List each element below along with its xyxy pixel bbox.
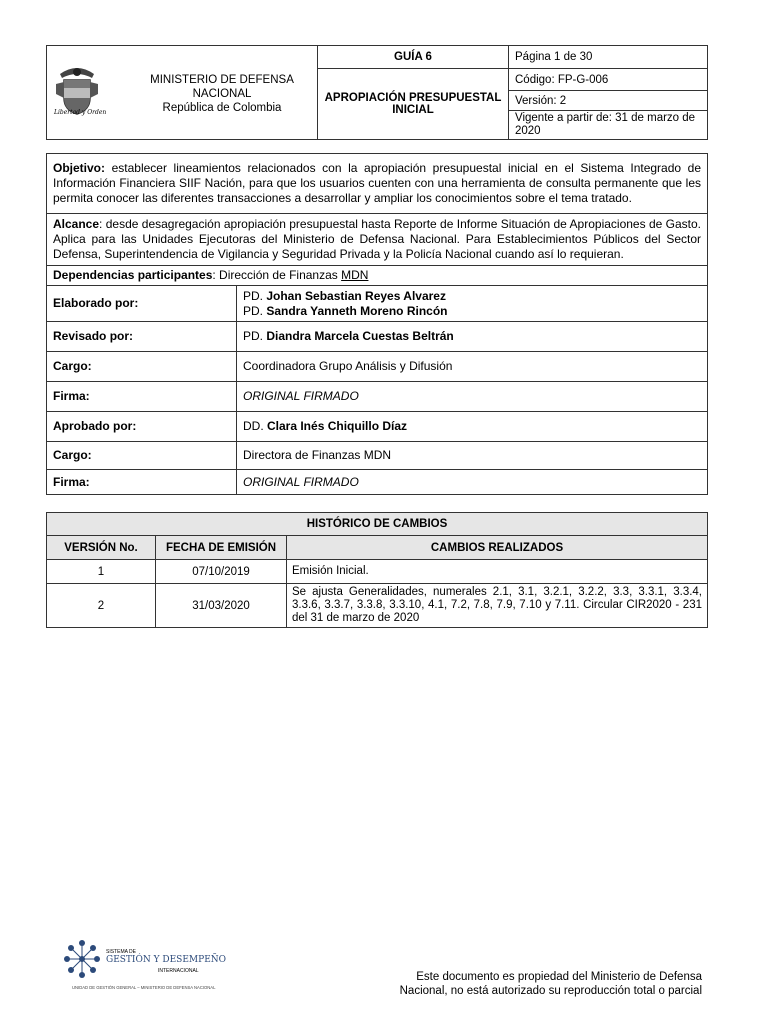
header-logo-cell bbox=[47, 46, 318, 140]
firma2-label: Firma: bbox=[47, 470, 237, 495]
page-number: Página 1 de 30 bbox=[509, 46, 708, 69]
ministry-title: MINISTERIO DE DEFENSA NACIONAL bbox=[150, 74, 294, 100]
dependencies-label: Dependencias participantes bbox=[53, 268, 213, 282]
row-date: 31/03/2020 bbox=[156, 584, 287, 628]
history-table bbox=[46, 512, 708, 628]
elaborado-prefix-1: PD. bbox=[243, 288, 267, 303]
elaborado-value bbox=[237, 286, 708, 322]
table-row bbox=[47, 560, 708, 584]
aprobado-label: Aprobado por: bbox=[47, 412, 237, 442]
logo-line-3: INTERNACIONAL bbox=[158, 968, 199, 974]
col-date: FECHA DE EMISIÓN bbox=[156, 536, 287, 560]
doc-code: Código: FP-G-006 bbox=[509, 69, 708, 91]
ministry-name bbox=[122, 73, 322, 115]
table-row bbox=[47, 584, 708, 628]
elaborado-name-1: Johan Sebastian Reyes Alvarez bbox=[266, 288, 446, 303]
objective-text: establecer lineamientos relacionados con la apropiación presupuestal inicial en el Sistema Integrado de Información Financiera SIIF Nación, para que los usuarios cuenten con una herramienta de consulta permanente que les permita conocer las diferentes transacciones a desarrollar y ampliar los conocimientos sobre el tema tratado. bbox=[53, 161, 701, 205]
elaborado-label: Elaborado por: bbox=[47, 286, 237, 322]
country-name: República de Colombia bbox=[162, 102, 282, 114]
revisado-label: Revisado por: bbox=[47, 322, 237, 352]
aprobado-prefix: DD. bbox=[243, 419, 267, 433]
doc-title: APROPIACIÓN PRESUPUESTAL INICIAL bbox=[318, 69, 509, 140]
elaborado-person-2 bbox=[243, 304, 701, 319]
dependencies-text: : Dirección de Finanzas bbox=[212, 268, 342, 282]
row-changes: Emisión Inicial. bbox=[287, 560, 708, 584]
dependencies-cell bbox=[47, 266, 708, 286]
network-globe-icon bbox=[62, 937, 102, 981]
logo-line-4: UNIDAD DE GESTIÓN GENERAL – MINISTERIO DE DEFENSA NACIONAL bbox=[72, 985, 216, 990]
scope-text: : desde desagregación apropiación presupuestal hasta Reporte de Informe Situación de Apropiaciones de Gasto. Aplica para las Unidades Ejecutoras del Ministerio de Defensa Nacional. Para Establecimientos Públicos del Sector Defensa, Superintendencia de Vigilancia y Seguridad Privada y la Policía Nacional cuando así lo requieran. bbox=[53, 217, 701, 261]
document-header bbox=[46, 45, 708, 140]
footer-note: Este documento es propiedad del Ministerio de Defensa Nacional, no está autorizado su reproducción total o parcial bbox=[399, 971, 702, 997]
row-version: 1 bbox=[47, 560, 156, 584]
objective-label: Objetivo: bbox=[53, 161, 106, 175]
col-version: VERSIÓN No. bbox=[47, 536, 156, 560]
scope-cell bbox=[47, 214, 708, 266]
firma1-label: Firma: bbox=[47, 382, 237, 412]
scope-label: Alcance bbox=[53, 217, 100, 231]
revisado-prefix: PD. bbox=[243, 329, 267, 343]
elaborado-person-1 bbox=[243, 289, 701, 304]
crest-motto: Libertad y Orden bbox=[54, 109, 107, 116]
dependencies-mdn: MDN bbox=[341, 268, 369, 282]
row-changes: Se ajusta Generalidades, numerales 2.1, 3.1, 3.2.1, 3.2.2, 3.3, 3.3.1, 3.3.4, 3.3.6, 3.3.7, 3.3.8, 3.3.10, 4.1, 7.2, 7.8, 7.9, 7.10 y 7.11. Circular CIR2020 - 231 del 31 de marzo de 2020 bbox=[287, 584, 708, 628]
aprobado-value bbox=[237, 412, 708, 442]
cargo1-label: Cargo: bbox=[47, 352, 237, 382]
col-changes: CAMBIOS REALIZADOS bbox=[287, 536, 708, 560]
logo-line-1: SISTEMA DE bbox=[106, 949, 137, 955]
objective-cell bbox=[47, 154, 708, 214]
info-table bbox=[46, 153, 708, 495]
elaborado-name-2: Sandra Yanneth Moreno Rincón bbox=[266, 303, 448, 318]
doc-version: Versión: 2 bbox=[509, 91, 708, 111]
row-date: 07/10/2019 bbox=[156, 560, 287, 584]
logo-line-2: GESTIÓN Y DESEMPEÑO bbox=[106, 955, 227, 965]
sgdi-logo bbox=[62, 937, 227, 997]
firma2-value: ORIGINAL FIRMADO bbox=[237, 470, 708, 495]
revisado-value bbox=[237, 322, 708, 352]
guide-number: GUÍA 6 bbox=[318, 46, 509, 69]
firma1-value: ORIGINAL FIRMADO bbox=[237, 382, 708, 412]
elaborado-prefix-2: PD. bbox=[243, 303, 267, 318]
cargo2-label: Cargo: bbox=[47, 442, 237, 470]
cargo1-value: Coordinadora Grupo Análisis y Difusión bbox=[237, 352, 708, 382]
history-title: HISTÓRICO DE CAMBIOS bbox=[47, 513, 708, 536]
valid-from: Vigente a partir de: 31 de marzo de 2020 bbox=[509, 111, 708, 140]
revisado-name: Diandra Marcela Cuestas Beltrán bbox=[266, 329, 454, 343]
aprobado-name: Clara Inés Chiquillo Díaz bbox=[267, 419, 408, 433]
cargo2-value: Directora de Finanzas MDN bbox=[237, 442, 708, 470]
row-version: 2 bbox=[47, 584, 156, 628]
